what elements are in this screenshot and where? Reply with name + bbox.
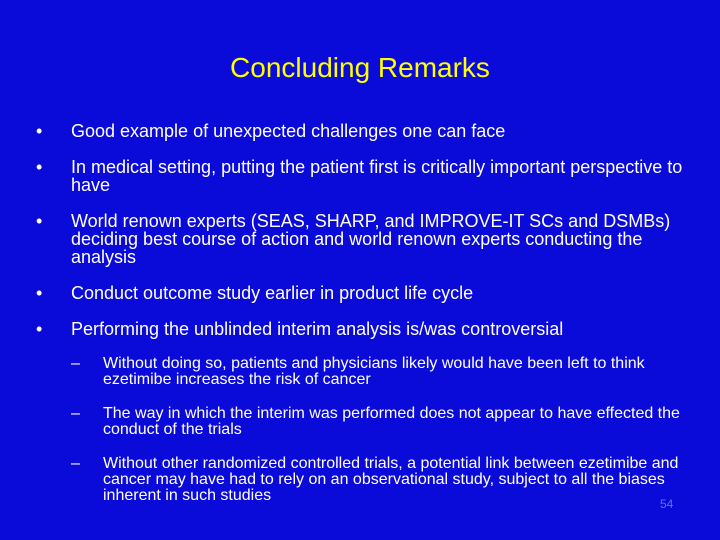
bullet-marker: •	[36, 157, 43, 177]
sub-bullet-marker: –	[71, 455, 80, 472]
bullet-text: Conduct outcome study earlier in product life cycle	[71, 283, 474, 303]
bullet-list	[36, 122, 686, 522]
bullet-marker: •	[36, 121, 43, 141]
bullet-text: Good example of unexpected challenges one can face	[71, 121, 506, 141]
bullet-text: Performing the unblinded interim analysis is/was controversial	[71, 319, 564, 339]
sub-bullet-text: Without other randomized controlled trials, a potential link between ezetimibe and cancer may have had to rely on an observational study, subject to all the biases inherent in such studies	[103, 455, 679, 504]
sub-bullet-item	[71, 356, 686, 388]
sub-bullet-list	[71, 356, 686, 504]
sub-bullet-item	[71, 456, 686, 504]
sub-bullet-text: The way in which the interim was performed does not appear to have effected the conduct of the trials	[103, 405, 680, 438]
bullet-item	[36, 158, 686, 194]
bullet-item	[36, 212, 686, 266]
bullet-marker: •	[36, 319, 43, 339]
sub-bullet-text: Without doing so, patients and physicians likely would have been left to think ezetimibe increases the risk of cancer	[103, 355, 645, 388]
bullet-marker: •	[36, 211, 43, 231]
sub-bullet-marker: –	[71, 405, 80, 422]
page-number: 54	[660, 497, 674, 511]
bullet-text: In medical setting, putting the patient first is critically important perspective to have	[71, 157, 683, 195]
bullet-text: World renown experts (SEAS, SHARP, and IMPROVE-IT SCs and DSMBs) deciding best course of action and world renown experts conducting the analysis	[71, 211, 671, 267]
bullet-item	[36, 122, 686, 140]
bullet-item	[36, 320, 686, 504]
slide-title: Concluding Remarks	[230, 52, 490, 83]
sub-bullet-item	[71, 406, 686, 438]
bullet-marker: •	[36, 283, 43, 303]
bullet-item	[36, 284, 686, 302]
sub-bullet-marker: –	[71, 355, 80, 372]
